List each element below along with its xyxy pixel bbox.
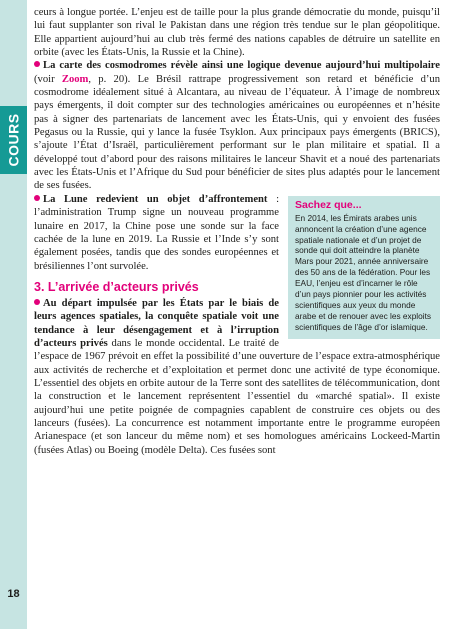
- section-tab-label: COURS: [5, 113, 22, 167]
- cosmodromes-paragraph: [34, 59, 440, 192]
- cosmodromes-lead: La carte des cosmodromes révèle ainsi une logique devenue aujourd’hui multipolaire: [43, 60, 440, 72]
- section-tab: [0, 106, 27, 174]
- bullet-icon: [34, 61, 40, 67]
- zoom-link[interactable]: Zoom: [61, 73, 89, 85]
- page-number: 18: [7, 588, 20, 600]
- sachez-que-box: [288, 196, 440, 339]
- cosmodromes-ref-after: , p. 20).: [88, 73, 131, 85]
- intro-paragraph: ceurs à longue portée. L’enjeu est de taille pour la plus grande démocratie du monde, puisqu’il lui faut supplanter son rival le Pakistan dans une région très tendue sur le plan géopolitique. Elle appartient aujourd’hui au club très fermé des nations capables de détruire un satellite en orbite (avec les États-Unis, la Russie et la Chine).: [34, 7, 440, 59]
- side-band: [0, 0, 27, 629]
- lune-lead: La Lune redevient un objet d’affrontement: [43, 193, 268, 205]
- lune-body: : l’administration Trump signe un nouveau programme lunaire en 2017, la Chine pose une sonde sur la face cachée de la lune en 2019. La Russie et l’Inde s’y sont également posées, tandis que des sondes européennes et brésiliennes l’ont survolée.: [34, 193, 280, 272]
- cosmodromes-ref-before: (voir: [34, 73, 62, 85]
- prives-lead: Au départ impulsée par les États par le biais de leurs agences spatiales, la conquête spatiale voit une tendance à leur désengagement et à l’irruption d’acteurs privés: [34, 297, 279, 349]
- bullet-icon: [34, 299, 40, 305]
- cosmodromes-body: Le Brésil rattrape progressivement son retard et bénéficie d’un cosmodrome idéalement situé à Alcantara, au niveau de l’équateur. À l’image de nombreux pays émergents, il doit compter sur des technologies américaines ou européennes et n’hésite pas à signer des partenariats de lancement avec les États-Unis, qui y envoient des fusées Pegasus ou la Russie, qui y lance la fusée Tsyklon. Aux principaux pays émergents (BRICS), s’ajoute l’État d’Israël, particulièrement performant sur le plan militaire et spatial. Il a développé tout d’abord pour des raisons militaires le lanceur Shavit et a noué des partenariats avec les États-Unis et l’Afrique du Sud pour bénéficier de sites plus adaptés pour le lancement de ses fusées.: [34, 73, 440, 192]
- section-heading: 3. L’arrivée d’acteurs privés: [34, 279, 199, 294]
- sidebox-text: En 2014, les Émirats arabes unis annoncent la création d’une agence spatiale nationale et d’un projet de sonde qui doit atteindre la planète Mars pour 2021, année anniversaire des 50 ans de la fédération. Pour les EAU, l’enjeu est d’incarner le rôle d’un pays pionnier pour les activités scientifiques aux yeux du monde arabe et de renouer avec les exploits scientifiques de l’âge d’or islamique.: [295, 212, 432, 332]
- sidebox-title: Sachez que...: [295, 198, 362, 211]
- prives-body: dans le monde occidental. Le traité de l’espace de 1967 prévoit en effet la possibilité d’une ouverture de l’espace extra-atmosphérique aux activités de recherche et d’exploitation et permet donc une activité de type économique. L’essentiel des objets en orbite autour de la Terre sont des satellites de télécommunication, dont la construction et le lancement représentent l’essentiel du «marché spatial». Il existe aujourd’hui une petite poignée de compagnies capablent de construire ces objets ou des lanceurs (fusées). La concurrence est notamment importante entre le programme européen Arianespace (et son lanceur du même nom) et ses homologues américains Lockeed-Martin (fusées Atlas) ou Boeing (modèle Delta). Ces fusées sont: [34, 337, 440, 456]
- page-content: [34, 6, 440, 457]
- bullet-icon: [34, 195, 40, 201]
